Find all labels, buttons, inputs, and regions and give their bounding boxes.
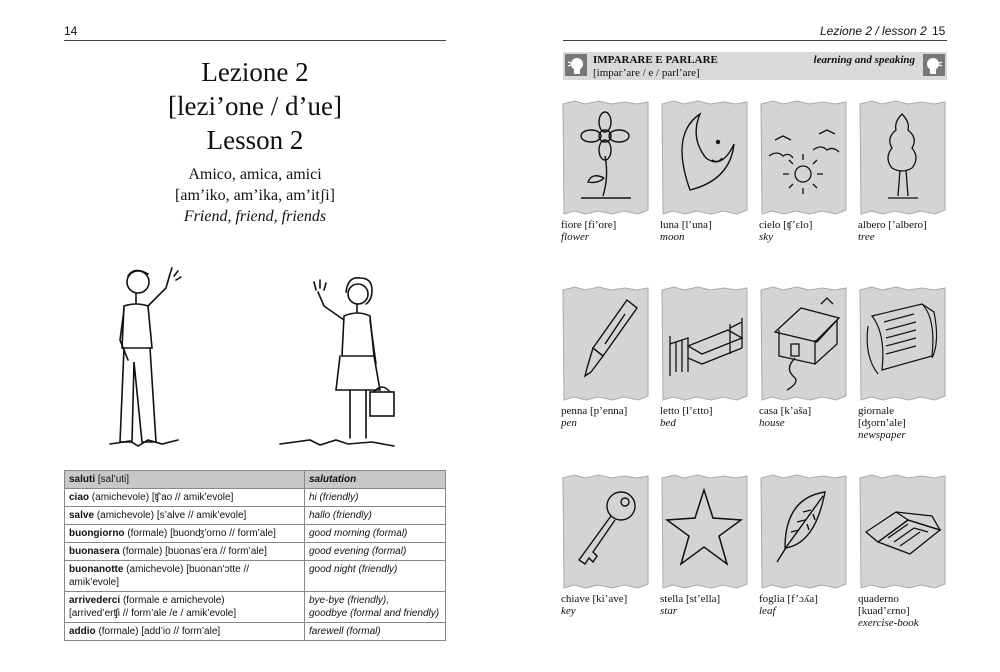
word-italian: giornale	[858, 405, 895, 417]
word-english: newspaper	[858, 429, 906, 441]
vocab-card-house	[759, 286, 848, 429]
greeting-translation: good evening (formal)	[305, 543, 446, 561]
table-header-term: saluti [sal’uti]	[65, 471, 305, 489]
speaking-head-icon-right	[923, 54, 945, 76]
word-italian: stella [st’ella]	[660, 593, 721, 605]
lesson-subtitle-ipa: [am’iko, am’ika, am’itʃi]	[175, 187, 335, 204]
greeting-note: (formale e amichevole)	[122, 595, 225, 606]
moon-icon	[660, 100, 749, 217]
word-english: key	[561, 605, 576, 617]
section-title-en: learning and speaking	[813, 54, 915, 66]
lesson-title-en: Lesson 2	[206, 125, 304, 155]
section-title: IMPARARE E PARLARE	[593, 54, 718, 66]
running-head: Lezione 2 / lesson 2	[820, 24, 927, 38]
greeting-word: addio	[69, 626, 96, 637]
greeting-translation: farewell (formal)	[305, 623, 446, 641]
vocab-card-bed	[660, 286, 749, 429]
word-english: leaf	[759, 605, 776, 617]
page-number-left: 14	[64, 24, 78, 38]
header-rule-right	[563, 40, 947, 41]
greetings-table	[64, 470, 446, 641]
newspaper-icon	[858, 286, 947, 403]
vocab-card-leaf	[759, 474, 848, 617]
word-italian: quaderno [kuad’ɛrno]	[858, 593, 910, 617]
word-italian: chiave [ki’ave]	[561, 593, 628, 605]
lesson-title: Lezione 2	[201, 57, 309, 87]
table-row	[65, 543, 446, 561]
word-italian-ipa: [ʤorn’ale]	[858, 417, 906, 429]
table-row	[65, 489, 446, 507]
greeting-word: arrivederci	[69, 595, 121, 606]
table-row	[65, 623, 446, 641]
speaking-head-icon-left	[565, 54, 587, 76]
word-italian: foglia [f’ɔʎa]	[759, 593, 818, 605]
vocab-card-newspaper	[858, 286, 947, 441]
word-english: tree	[858, 231, 875, 243]
word-english: bed	[660, 417, 676, 429]
word-italian: casa [k’aša]	[759, 405, 812, 417]
section-title-ipa: [impar’are / e / parl’are]	[593, 67, 700, 79]
greeting-translation: hi (friendly)	[305, 489, 446, 507]
table-header-row	[65, 471, 446, 489]
greeting-translation: good night (friendly)	[305, 561, 446, 592]
sky-icon	[759, 100, 848, 217]
page-number-right: 15	[932, 24, 946, 38]
woman-waving-figure	[280, 278, 394, 446]
vocab-card-moon	[660, 100, 749, 243]
word-italian: letto [l’ɛtto]	[660, 405, 713, 417]
greeting-note: (formale) [buonʤ’orno // form’ale]	[127, 528, 276, 539]
flower-icon	[561, 100, 650, 217]
greeting-note: (amichevole) [buonan’ɔtte // amik’evole]	[69, 564, 250, 588]
word-english: pen	[561, 417, 577, 429]
word-italian: cielo [ʧ’ɛlo]	[759, 219, 813, 231]
word-italian: penna [p’enna]	[561, 405, 628, 417]
key-icon	[561, 474, 650, 591]
word-italian: luna [l’una]	[660, 219, 712, 231]
greeting-word: buonanotte	[69, 564, 124, 575]
greeting-note: (amichevole) [s’alve // amik’evole]	[96, 510, 247, 521]
table-row	[65, 561, 446, 592]
man-waving-figure	[110, 268, 181, 446]
word-english: flower	[561, 231, 590, 243]
word-english: sky	[759, 231, 774, 243]
vocab-card-sky	[759, 100, 848, 243]
house-icon	[759, 286, 848, 403]
greeting-note: (amichevole) [ʧ’ao // amik’evole]	[91, 492, 234, 503]
vocab-card-star	[660, 474, 749, 617]
greeting-word: buonasera	[69, 546, 120, 557]
greeting-illustration	[90, 262, 430, 462]
word-italian: albero [’albero]	[858, 219, 927, 231]
greeting-translation: hallo (friendly)	[305, 507, 446, 525]
greeting-note-line2: [arrived’erʧi // form’ale /e / amik’evole]	[69, 608, 237, 619]
word-english: house	[759, 417, 785, 429]
greeting-translation: bye-bye (friendly),	[309, 595, 390, 606]
word-english: exercise-book	[858, 617, 919, 629]
greeting-note: (formale) [buonas’era // form’ale]	[122, 546, 267, 557]
greeting-word: ciao	[69, 492, 90, 503]
greeting-note: (formale) [add’io // form’ale]	[98, 626, 221, 637]
table-row	[65, 592, 446, 623]
table-row	[65, 525, 446, 543]
greeting-translation: good morning (formal)	[305, 525, 446, 543]
greeting-word: salve	[69, 510, 95, 521]
lesson-title-ipa: [lezi’one / d’ue]	[168, 91, 342, 121]
vocab-card-pen	[561, 286, 650, 429]
pen-icon	[561, 286, 650, 403]
vocab-card-flower	[561, 100, 650, 243]
word-italian: fiore [fi’ore]	[561, 219, 617, 231]
lesson-subtitle: Amico, amica, amici	[188, 166, 322, 183]
bed-icon	[660, 286, 749, 403]
lesson-subtitle-en: Friend, friend, friends	[183, 208, 327, 225]
exercise-book-icon	[858, 474, 947, 591]
star-icon	[660, 474, 749, 591]
vocab-card-key	[561, 474, 650, 617]
greeting-word: buongiorno	[69, 528, 125, 539]
tree-icon	[858, 100, 947, 217]
greeting-translation-line2: goodbye (formal and friendly)	[309, 608, 440, 619]
word-english: star	[660, 605, 678, 617]
header-rule-left	[64, 40, 446, 41]
vocab-card-exercise-book	[858, 474, 947, 629]
vocab-card-tree	[858, 100, 947, 243]
leaf-icon	[759, 474, 848, 591]
table-row	[65, 507, 446, 525]
table-header-translation: salutation	[305, 471, 446, 489]
word-english: moon	[660, 231, 685, 243]
